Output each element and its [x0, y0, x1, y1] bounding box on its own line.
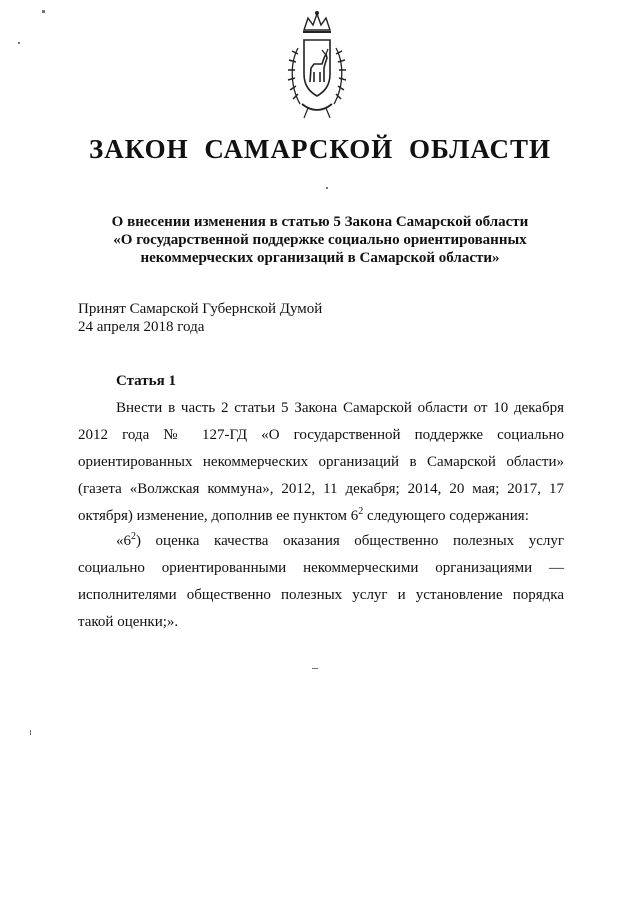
subject-line: некоммерческих организаций в Самарской области»: [140, 250, 500, 266]
amendment-text: [78, 528, 564, 636]
paragraph-text: Внести в часть 2 статьи 5 Закона Самарской области от 10 декабря 2012 года № 127-ГД «О государственной поддержке социально ориентированных некоммерческих организаций в Самарской области» (газета «Волжская коммуна», 2012, 11 декабря; 2014, 20 мая; 2017, 17 октября) изменение, дополнив ее пунктом 6: [78, 400, 564, 524]
scan-speck: [42, 10, 45, 13]
scan-speck: [18, 42, 20, 44]
scan-speck: [30, 730, 31, 735]
scan-speck: [326, 187, 328, 189]
paragraph-tail: следующего содержания:: [363, 508, 529, 524]
coat-of-arms-emblem: [284, 8, 350, 122]
amendment-open: «6: [116, 533, 131, 549]
article-heading: Статья 1: [116, 373, 176, 389]
adopted-by: Принят Самарской Губернской Думой: [78, 301, 323, 317]
adoption-date: 24 апреля 2018 года: [78, 319, 205, 335]
superscript: 2: [131, 531, 136, 542]
amendment-body: ) оценка качества оказания общественно полезных услуг социально ориентированными некоммерческими организациями — исполнителями общественно полезных услуг и установление порядка такой оценки;».: [78, 533, 564, 630]
scan-speck: [312, 668, 318, 669]
law-subject: [60, 213, 580, 267]
superscript: 2: [358, 506, 364, 517]
subject-line: О внесении изменения в статью 5 Закона Самарской области: [111, 214, 529, 230]
subject-line: «О государственной поддержке социально ориентированных: [113, 232, 527, 248]
adoption-info: [78, 300, 322, 336]
law-title: ЗАКОН САМАРСКОЙ ОБЛАСТИ: [89, 134, 551, 164]
article-paragraph: [78, 395, 564, 530]
